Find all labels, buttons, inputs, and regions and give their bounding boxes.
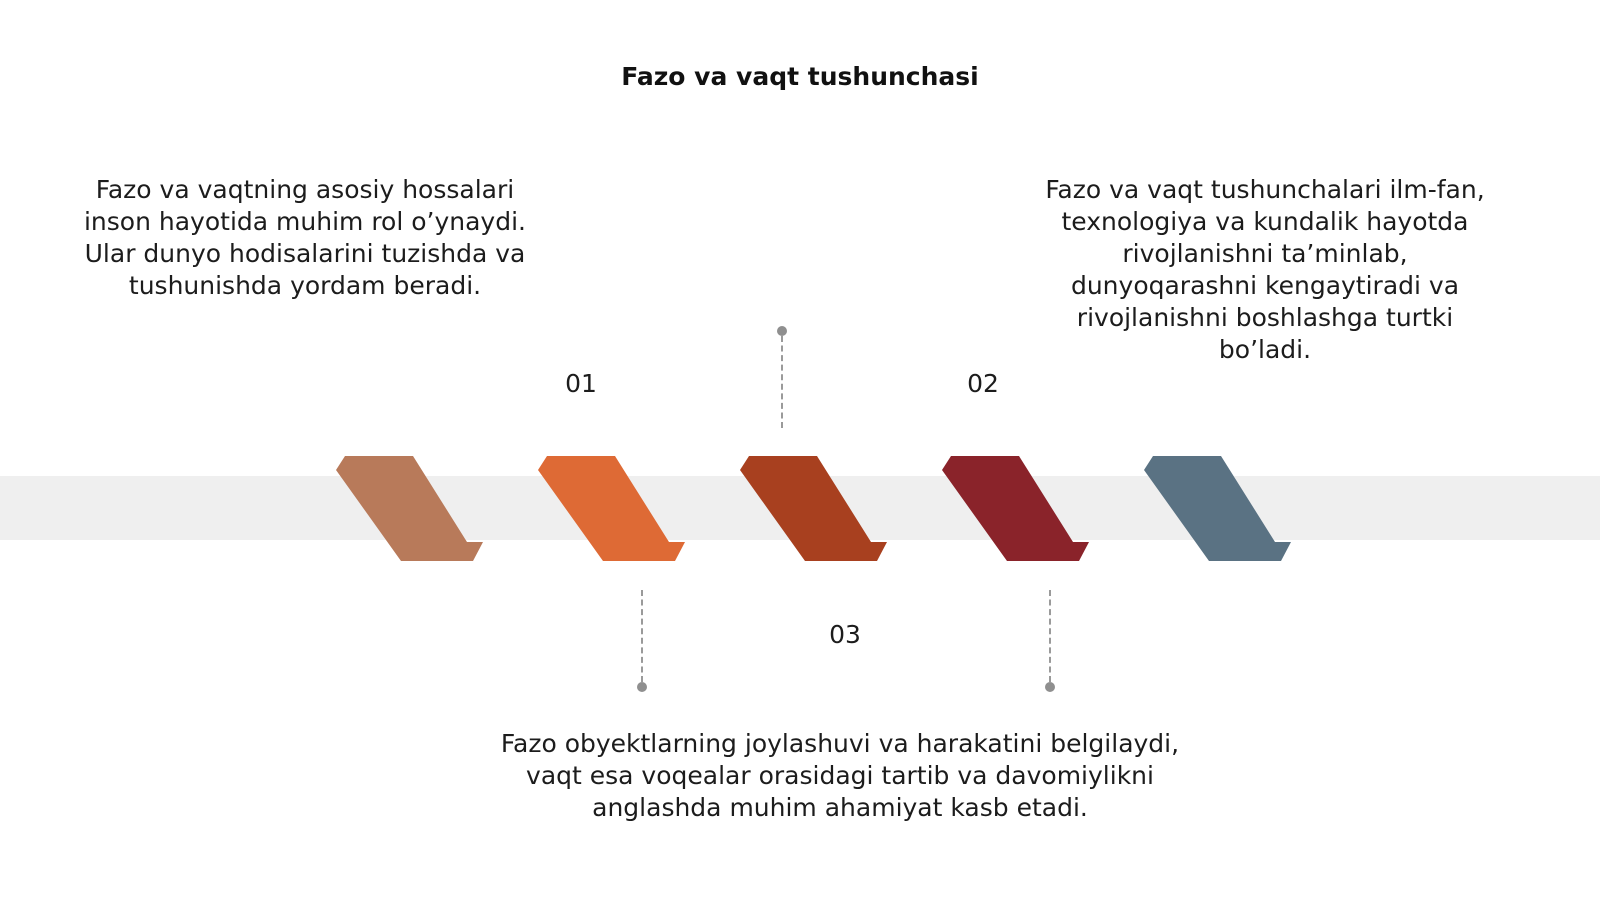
step-number-01: 01 [565, 369, 597, 398]
step-text-02: Fazo va vaqt tushunchalari ilm-fan, texnologiya va kundalik hayotda rivojlanishni ta’minlab, dunyoqarashni kengaytiradi va rivojlanishni boshlashga turtki bo’ladi. [1045, 175, 1485, 364]
connector-line-right [1049, 590, 1051, 682]
connector-line-top [781, 336, 783, 428]
chevron-shape-5 [1144, 456, 1291, 561]
chevron-shape-4 [942, 456, 1089, 561]
slide-title: Fazo va vaqt tushunchasi [621, 62, 979, 91]
chevron-shape-3 [740, 456, 887, 561]
chevron-shape-2 [538, 456, 685, 561]
connector-dot-top [777, 326, 787, 336]
chevron-shape-1 [336, 456, 483, 561]
step-number-03: 03 [829, 620, 861, 649]
connector-dot-right [1045, 682, 1055, 692]
step-text-03: Fazo obyektlarning joylashuvi va harakatini belgilaydi, vaqt esa voqealar orasidagi tartib va davomiylikni anglashda muhim ahamiyat kasb etadi. [500, 729, 1180, 822]
connector-dot-left [637, 682, 647, 692]
step-text-01: Fazo va vaqtning asosiy hossalari inson hayotida muhim rol o’ynaydi. Ular dunyo hodisalarini tuzishda va tushunishda yordam beradi. [83, 175, 526, 300]
connector-line-left [641, 590, 643, 682]
step-number-02: 02 [967, 369, 999, 398]
